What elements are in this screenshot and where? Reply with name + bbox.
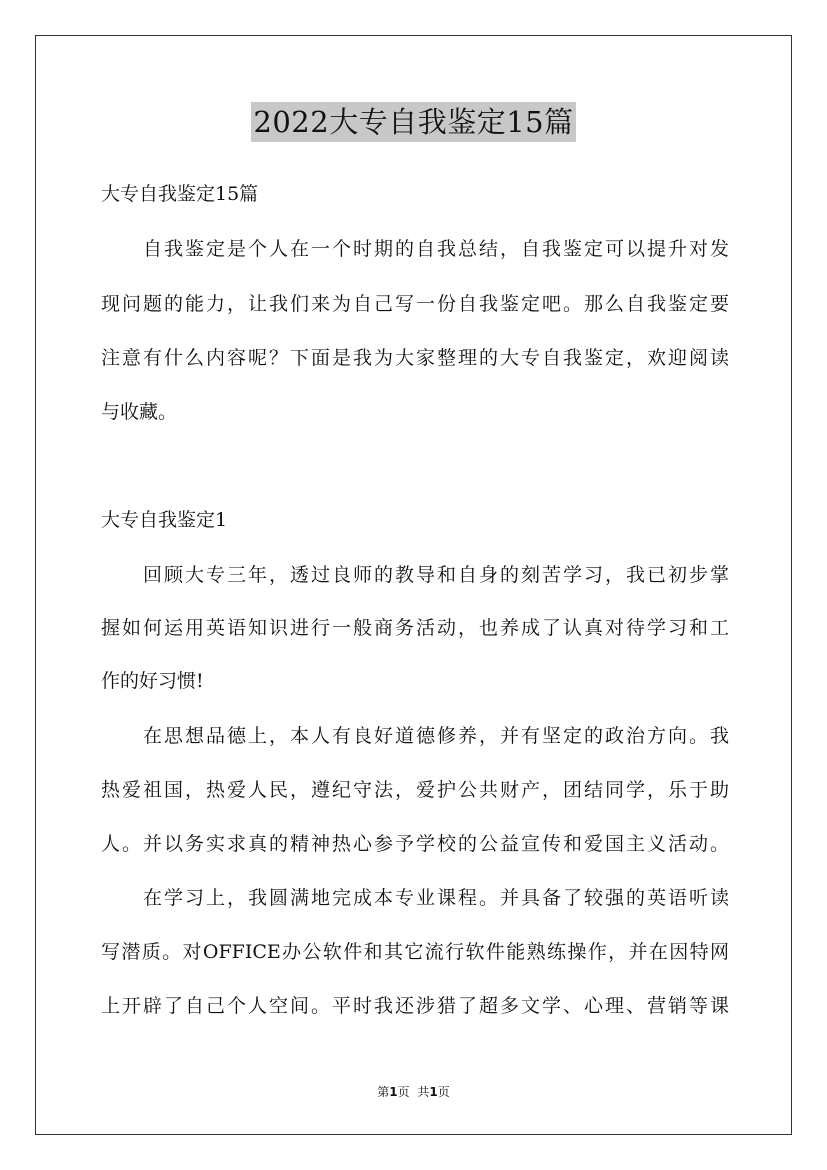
paragraph-line: 热爱祖国，热爱人民，遵纪守法，爱护公共财产，团结同学，乐于助 <box>101 779 729 801</box>
footer-total-suffix: 页 <box>437 1085 450 1099</box>
paragraph-line: 作的好习惯! <box>101 670 204 692</box>
document-title: 2022大专自我鉴定15篇 <box>251 102 575 142</box>
paragraph-line: 写潜质。对OFFICE办公软件和其它流行软件能熟练操作，并在因特网 <box>101 941 729 963</box>
paragraph-line: 回顾大专三年，透过良师的教导和自身的刻苦学习，我已初步掌 <box>143 564 729 586</box>
footer-total-prefix: 共 <box>417 1085 430 1099</box>
footer-page-suffix: 页 <box>397 1085 410 1099</box>
paragraph-line: 在学习上，我圆满地完成本专业课程。并具备了较强的英语听读 <box>143 887 729 909</box>
footer-total-pages: 1 <box>429 1085 438 1099</box>
page-footer <box>0 1083 827 1101</box>
footer-prefix: 第 <box>377 1085 390 1099</box>
paragraph-line: 握如何运用英语知识进行一般商务活动，也养成了认真对待学习和工 <box>101 617 729 639</box>
document-subtitle: 大专自我鉴定15篇 <box>101 183 259 205</box>
intro-line: 现问题的能力，让我们来为自己写一份自我鉴定吧。那么自我鉴定要 <box>101 293 729 315</box>
paragraph-line: 上开辟了自己个人空间。平时我还涉猎了超多文学、心理、营销等课 <box>101 995 729 1017</box>
title-container <box>0 102 827 142</box>
section-heading: 大专自我鉴定1 <box>101 509 228 531</box>
footer-page-number: 1 <box>389 1085 398 1099</box>
intro-line: 与收藏。 <box>101 401 178 423</box>
intro-line: 自我鉴定是个人在一个时期的自我总结，自我鉴定可以提升对发 <box>143 238 729 260</box>
paragraph-line: 在思想品德上，本人有良好道德修养，并有坚定的政治方向。我 <box>143 725 729 747</box>
paragraph-line: 人。并以务实求真的精神热心参予学校的公益宣传和爱国主义活动。 <box>101 833 729 855</box>
intro-line: 注意有什么内容呢？下面是我为大家整理的大专自我鉴定，欢迎阅读 <box>101 347 729 369</box>
